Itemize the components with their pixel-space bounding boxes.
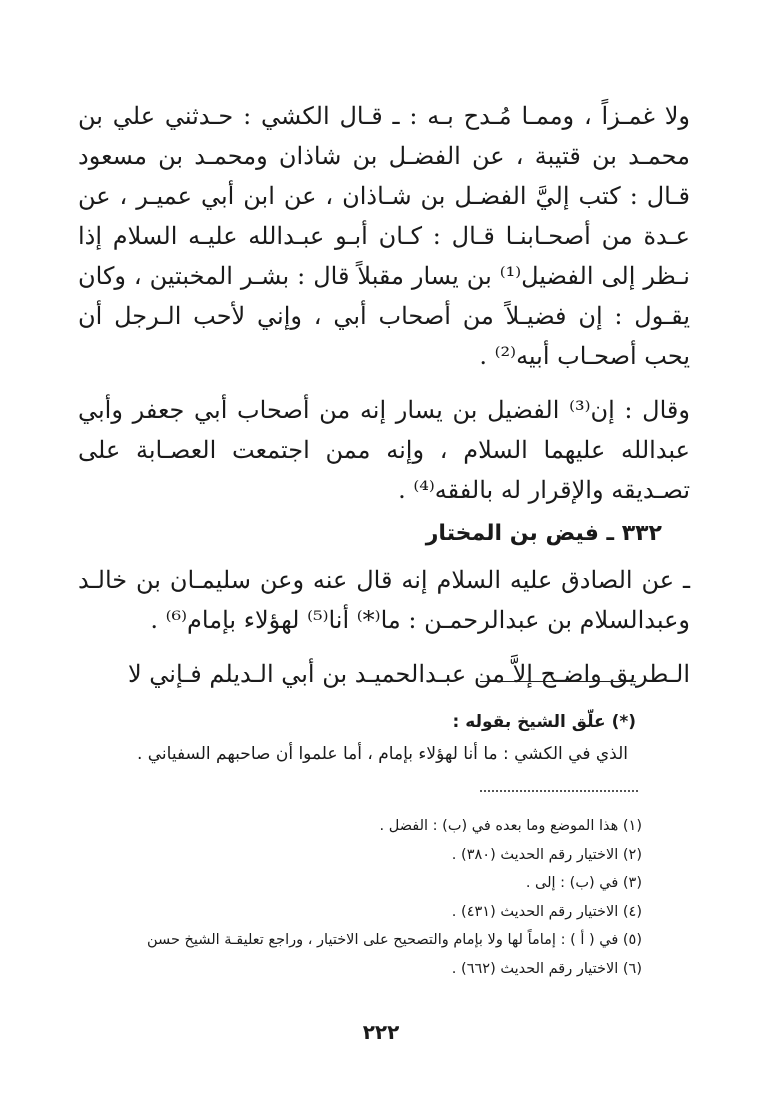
- footnote-2: (٢) الاختيار رقم الحديث (٣٨٠) .: [451, 846, 642, 863]
- footnote-6: (٦) الاختيار رقم الحديث (٦٦٢) .: [451, 960, 642, 977]
- body-paragraph-1: ولا غمـزاً ، وممـا مُـدح بـه : ـ قـال الكشي : حـدثني علي بن محمـد بن قتيبة ، عن الفضـل بن شاذان ومحمـد بن مسعود قـال : كتب إليَّ الفضـل بن شـاذان ، عن ابن أبي عميـر ، عن عـدة من أصحـابنـا قـال : كـان أبـو عبـدالله عليـه السلام إذا نـظر إلى الفضيل⁽¹⁾ بن يسار مقبلاً قال : بشـر المخبتين ، وكان يقـول : إن فضيـلاً من أصحاب أبي ، وإني لأحب الـرجل أن يحب أصحـاب أبيه⁽²⁾ .: [78, 102, 691, 370]
- section-paragraph-2: الـطريق واضـح إلاَّ من عبـدالحميـد بن أبي الـديلم فـإني لا: [127, 660, 690, 688]
- editor-comment-title: (*) علّق الشيخ بقوله :: [452, 712, 636, 732]
- footnote-4: (٤) الاختيار رقم الحديث (٤٣١) .: [451, 903, 642, 920]
- body-paragraph-2: وقال : إن⁽³⁾ الفضيل بن يسار إنه من أصحاب أبي جعفر وأبي عبدالله عليهما السلام ، وإنه ممن اجتمعت العصـابة على تصـديقه والإقرار له بالفقه⁽⁴⁾ .: [78, 396, 690, 504]
- page-number: ٢٢٢: [362, 1020, 400, 1044]
- section-paragraph-1: ـ عن الصادق عليه السلام إنه قال عنه وعن سليمـان بن خالـد وعبدالسلام بن عبدالرحمـن : ما⁽*⁾ أنا⁽⁵⁾ لهؤلاء بإمام⁽⁶⁾ .: [78, 566, 690, 634]
- page-body: [78, 96, 690, 694]
- section-heading: ٣٣٢ ـ فيض بن المختار: [425, 521, 662, 546]
- dotted-separator: [480, 790, 638, 792]
- footnote-separator: [480, 681, 636, 682]
- editor-comment-text: الذي في الكشي : ما أنا لهؤلاء بإمام ، أما علموا أن صاحبهم السفياني .: [136, 744, 628, 764]
- footnote-3: (٣) في (ب) : إلى .: [525, 875, 642, 892]
- footnote-1: (١) هذا الموضع وما بعده في (ب) : الفضل .: [379, 818, 642, 834]
- footnotes-list: [100, 812, 642, 984]
- footnote-5: (٥) في ( أ ) : إماماً لها ولا بإمام والتصحيح على الاختيار ، وراجع تعليقـة الشيخ حسن: [146, 932, 642, 949]
- editor-comment: [100, 706, 640, 770]
